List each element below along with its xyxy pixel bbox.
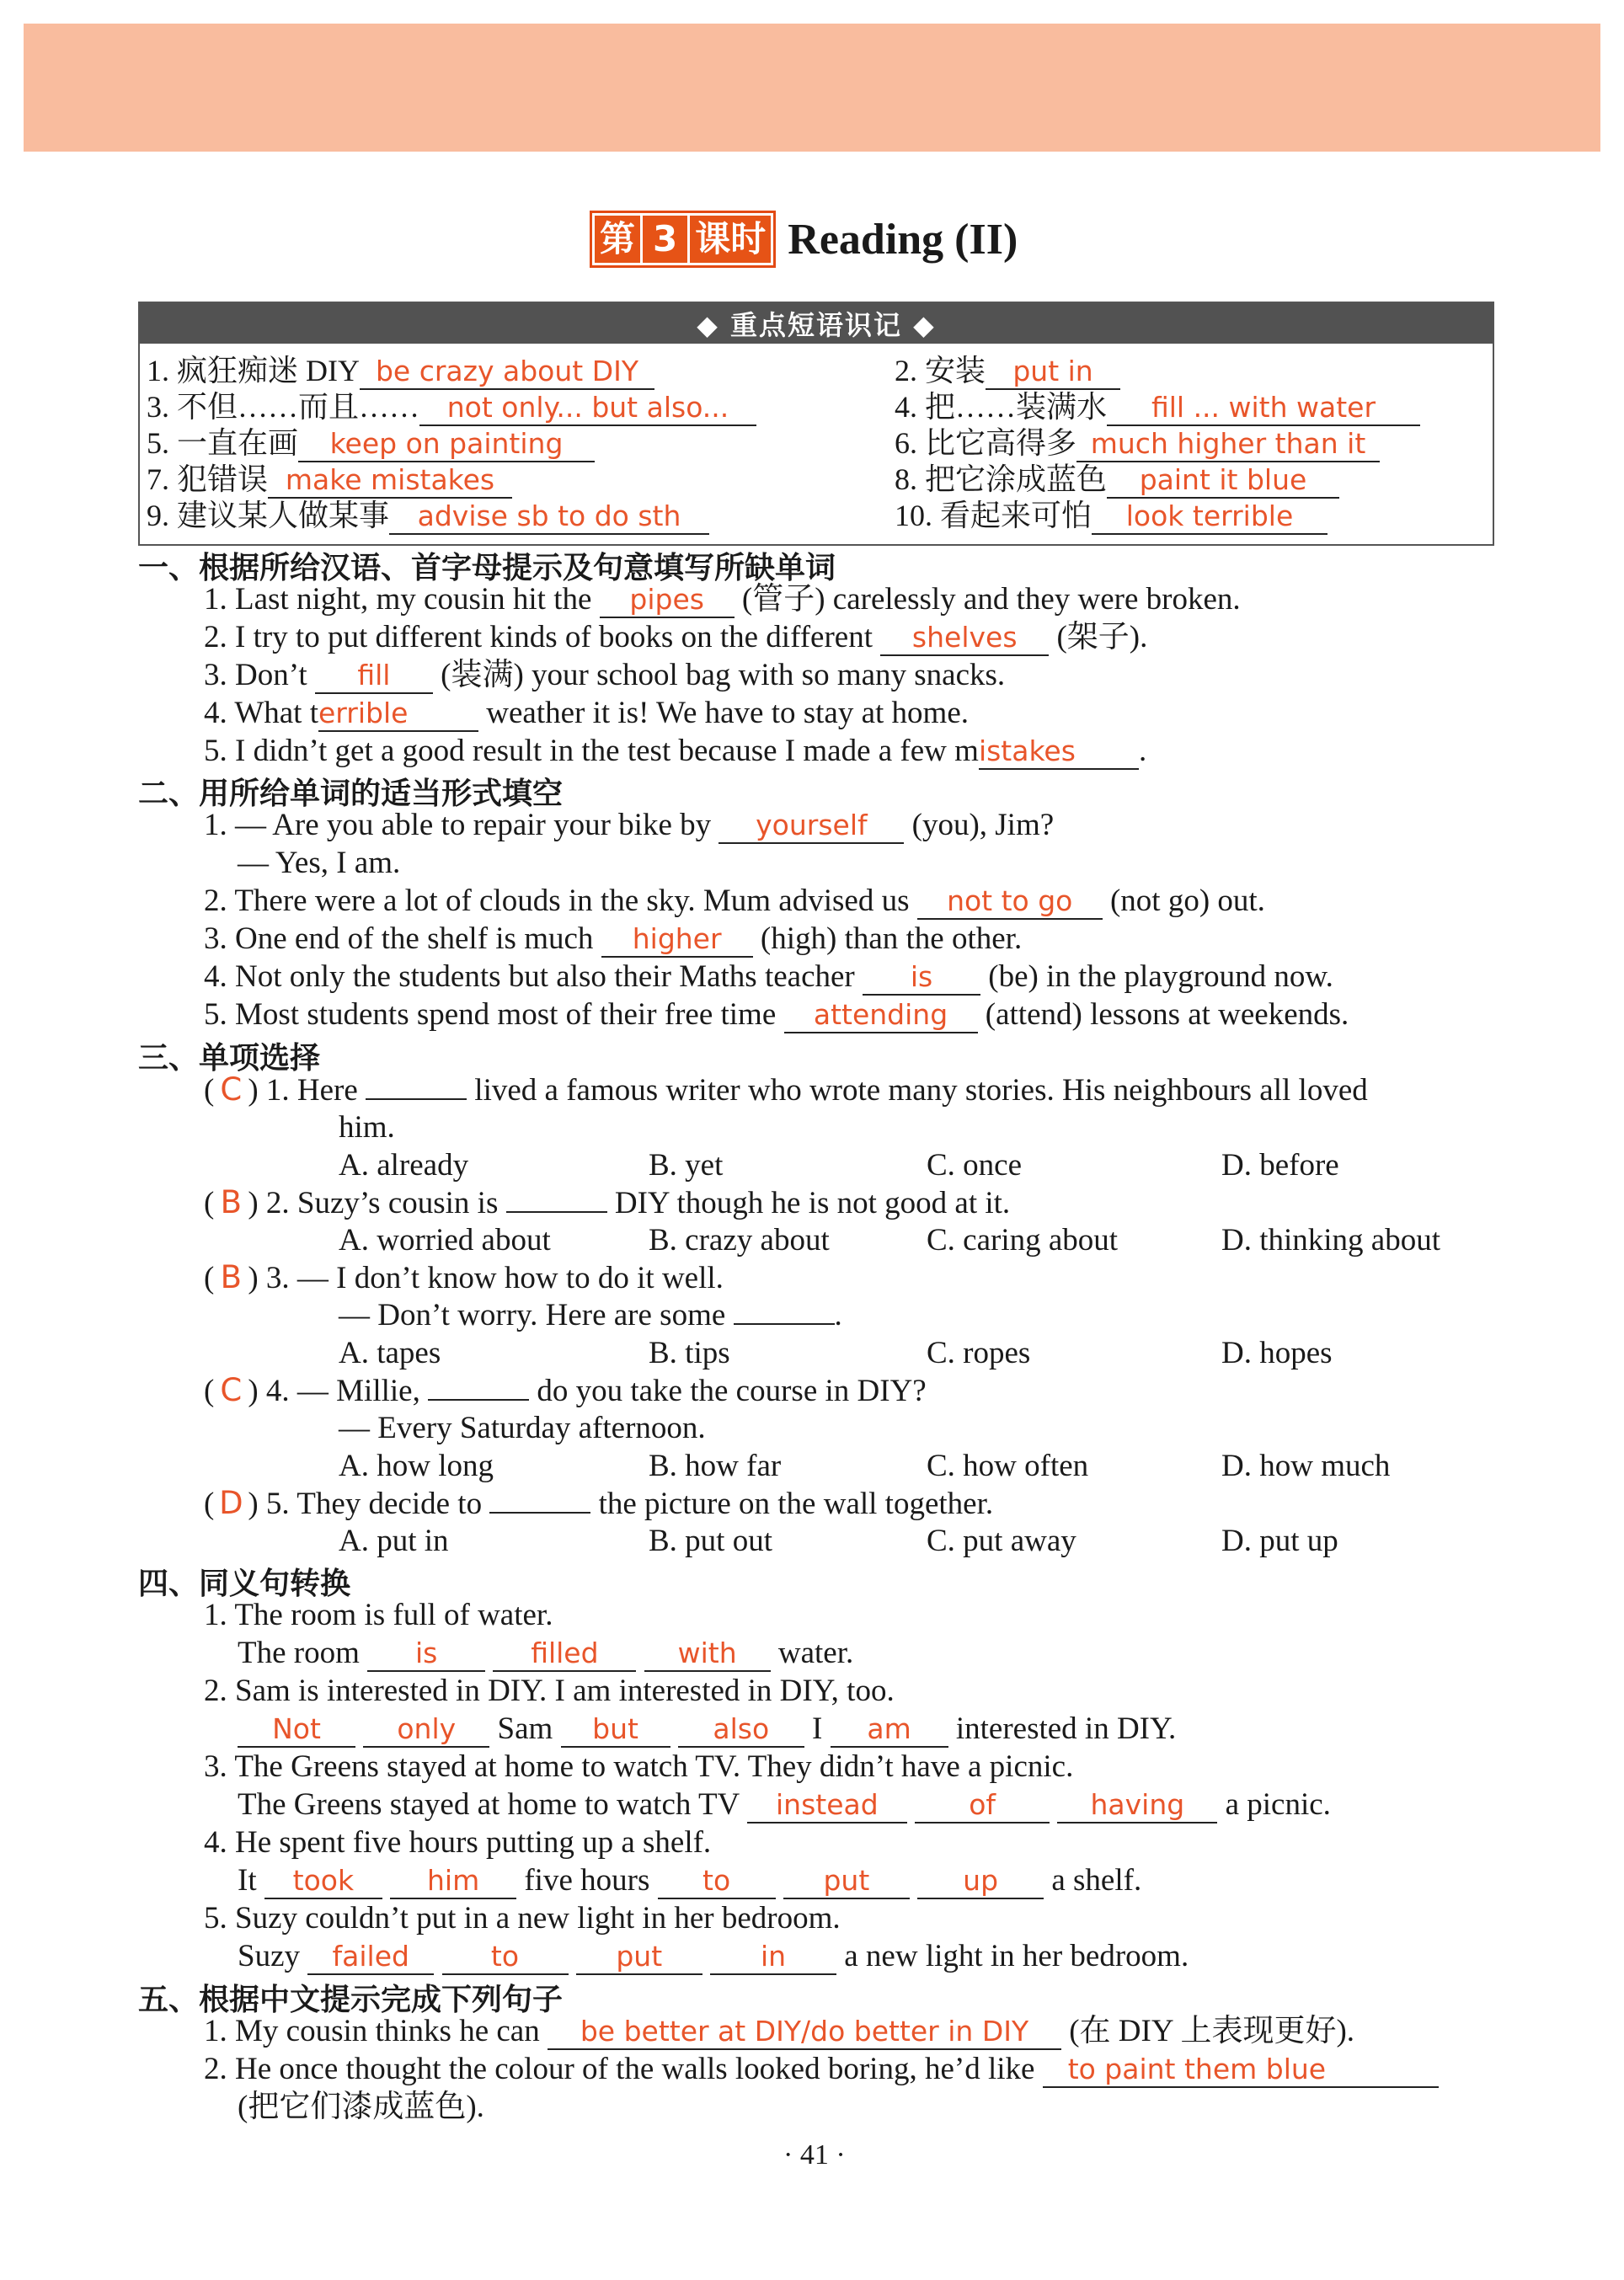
option-b: B. how far: [649, 1449, 782, 1483]
key-phrases-header: ◆ 重点短语识记 ◆: [140, 303, 1493, 344]
s2-question-3: 3. One end of the shelf is much higher (high) than the other.: [204, 921, 1023, 956]
answer: shelves: [880, 621, 1049, 656]
phrase-answer: make mistakes: [268, 463, 512, 499]
answer: having: [1057, 1788, 1217, 1823]
s4-question-1: 1. The room is full of water.: [204, 1598, 553, 1632]
option-c: C. put away: [927, 1524, 1076, 1558]
phrase-answer: not only... but also...: [419, 391, 756, 426]
phrase-answer: keep on painting: [298, 427, 595, 462]
phrase-item: 2. 安装 put in: [895, 347, 1120, 390]
answer: instead: [747, 1788, 907, 1823]
answer: fill: [315, 659, 433, 694]
answer: Not: [238, 1712, 355, 1748]
s4-question-1-rewrite: The room is filled with water.: [238, 1636, 854, 1670]
lesson-title: [590, 211, 1018, 268]
phrase-answer: advise sb to do sth: [389, 499, 709, 535]
page-number: · 41 ·: [783, 2139, 846, 2171]
answer: put: [783, 1864, 910, 1899]
option-a: A. how long: [339, 1449, 494, 1483]
answer: not to go: [917, 884, 1103, 920]
answer: him: [390, 1864, 516, 1899]
answer: but: [561, 1712, 670, 1748]
answer: errible: [318, 697, 478, 732]
header-band: [24, 24, 1600, 152]
s2-question-2: 2. There were a lot of clouds in the sky. Mum advised us not to go (not go) out.: [204, 884, 1265, 918]
option-a: A. tapes: [339, 1336, 441, 1370]
lesson-name: Reading (II): [788, 215, 1018, 264]
option-b: B. yet: [649, 1148, 724, 1183]
s5-question-1: 1. My cousin thinks he can be better at DIY/do better in DIY (在 DIY 上表现更好).: [204, 2014, 1355, 2048]
option-d: D. thinking about: [1221, 1223, 1441, 1257]
phrase-item: 5. 一直在画 keep on painting: [147, 419, 595, 462]
option-a: A. put in: [339, 1524, 449, 1558]
phrase-answer: much higher than it: [1076, 427, 1380, 462]
option-c: C. ropes: [927, 1336, 1031, 1370]
answer: pipes: [600, 583, 735, 618]
s4-question-2-rewrite: Not only Sam but also I am interested in DIY.: [238, 1711, 1176, 1748]
phrase-item: 9. 建议某人做某事 advise sb to do sth: [147, 492, 709, 535]
s1-question-4: 4. What terrible weather it is! We have to stay at home.: [204, 696, 969, 730]
option-b: B. tips: [649, 1336, 730, 1370]
section-5-title: 五、根据中文提示完成下列句子: [138, 1983, 564, 2017]
choice-answer: C: [220, 1071, 243, 1108]
s4-question-3: 3. The Greens stayed at home to watch TV. They didn’t have a picnic.: [204, 1749, 1074, 1784]
key-phrases-box: [138, 302, 1494, 546]
s4-question-3-rewrite: The Greens stayed at home to watch TV instead of having a picnic.: [238, 1787, 1331, 1822]
option-b: B. crazy about: [649, 1223, 830, 1257]
phrase-item: 10. 看起来可怕 look terrible: [895, 492, 1328, 535]
option-c: C. once: [927, 1148, 1023, 1183]
option-d: D. hopes: [1221, 1336, 1333, 1370]
phrase-answer: be crazy about DIY: [360, 355, 654, 390]
s2-question-5: 5. Most students spend most of their free time attending (attend) lessons at weekends.: [204, 997, 1349, 1032]
phrase-item: 3. 不但……而且…… not only... but also...: [147, 383, 756, 426]
option-d: D. before: [1221, 1148, 1339, 1183]
option-b: B. put out: [649, 1524, 772, 1558]
answer: to: [658, 1864, 776, 1899]
s4-question-5: 5. Suzy couldn’t put in a new light in her bedroom.: [204, 1901, 841, 1936]
answer: attending: [784, 998, 978, 1033]
s5-question-2: 2. He once thought the colour of the walls looked boring, he’d like to paint them blue: [204, 2051, 1439, 2088]
s3-question-3-cont: — Don’t worry. Here are some .: [339, 1298, 842, 1332]
answer: is: [367, 1637, 485, 1672]
s3-question-3: ( B ) 3. — I don’t know how to do it well.: [204, 1259, 724, 1295]
s3-question-5: ( D ) 5. They decide to the picture on the wall together.: [204, 1485, 994, 1521]
answer: in: [710, 1940, 836, 1975]
s3-question-4-cont: — Every Saturday afternoon.: [339, 1411, 706, 1445]
s4-question-4: 4. He spent five hours putting up a shelf.: [204, 1825, 712, 1860]
answer: istakes: [979, 734, 1139, 770]
phrase-item: 8. 把它涂成蓝色 paint it blue: [895, 456, 1339, 499]
phrase-item: 7. 犯错误 make mistakes: [147, 456, 512, 499]
answer: is: [863, 960, 980, 996]
answer: failed: [307, 1940, 434, 1975]
answer: to paint them blue: [1043, 2053, 1439, 2088]
section-1-title: 一、根据所给汉语、首字母提示及句意填写所缺单词: [138, 551, 836, 585]
s4-question-4-rewrite: It took him five hours to put up a shelf.: [238, 1863, 1142, 1898]
s3-question-1: ( C ) 1. Here lived a famous writer who wrote many stories. His neighbours all loved: [204, 1071, 1368, 1108]
option-d: D. put up: [1221, 1524, 1338, 1558]
s4-question-5-rewrite: Suzy failed to put in a new light in her bedroom.: [238, 1939, 1189, 1973]
s1-question-3: 3. Don’t fill (装满) your school bag with so many snacks.: [204, 658, 1006, 692]
choice-answer: C: [220, 1372, 243, 1408]
answer: with: [644, 1637, 771, 1672]
s2-question-1: 1. — Are you able to repair your bike by yourself (you), Jim?: [204, 808, 1055, 842]
s2-question-4: 4. Not only the students but also their Maths teacher is (be) in the playground now.: [204, 959, 1333, 994]
seal-number: 3: [643, 216, 687, 263]
phrase-item: 1. 疯狂痴迷 DIY be crazy about DIY: [147, 347, 654, 390]
option-d: D. how much: [1221, 1449, 1391, 1483]
answer: put: [576, 1940, 702, 1975]
answer: only: [363, 1712, 489, 1748]
option-c: C. how often: [927, 1449, 1089, 1483]
phrase-answer: fill ... with water: [1107, 391, 1420, 426]
phrase-item: 4. 把……装满水 fill ... with water: [895, 383, 1420, 426]
s4-question-2: 2. Sam is interested in DIY. I am interested in DIY, too.: [204, 1674, 895, 1708]
s3-question-2: ( B ) 2. Suzy’s cousin is DIY though he is not good at it.: [204, 1184, 1011, 1220]
blank: [734, 1298, 835, 1325]
section-3-title: 三、单项选择: [138, 1041, 321, 1076]
s3-question-1-cont: him.: [339, 1110, 395, 1145]
seal-char-1: 第: [595, 216, 640, 263]
lesson-seal: [590, 211, 776, 268]
choice-answer: B: [220, 1184, 243, 1220]
blank: [428, 1374, 529, 1401]
answer: yourself: [719, 809, 904, 844]
answer: filled: [493, 1637, 636, 1672]
s1-question-5: 5. I didn’t get a good result in the test because I made a few mistakes .: [204, 734, 1147, 768]
answer: am: [831, 1712, 948, 1748]
phrase-item: 6. 比它高得多 much higher than it: [895, 419, 1380, 462]
section-4-title: 四、同义句转换: [138, 1567, 351, 1601]
answer: be better at DIY/do better in DIY: [548, 2015, 1061, 2050]
section-2-title: 二、用所给单词的适当形式填空: [138, 777, 564, 811]
answer: of: [915, 1788, 1050, 1823]
answer: higher: [601, 922, 753, 958]
option-c: C. caring about: [927, 1223, 1119, 1257]
answer: took: [264, 1864, 382, 1899]
blank: [366, 1073, 467, 1100]
answer: up: [917, 1864, 1044, 1899]
phrase-answer: paint it blue: [1107, 463, 1339, 499]
seal-char-2: 课时: [690, 216, 771, 263]
s2-question-1-reply: — Yes, I am.: [238, 846, 401, 880]
s5-question-2-cont: (把它们漆成蓝色).: [238, 2090, 484, 2124]
option-a: A. worried about: [339, 1223, 551, 1257]
s1-question-2: 2. I try to put different kinds of books on the different shelves (架子).: [204, 620, 1148, 654]
blank: [489, 1487, 590, 1514]
s3-question-4: ( C ) 4. — Millie, do you take the course in DIY?: [204, 1372, 927, 1408]
option-a: A. already: [339, 1148, 469, 1183]
answer: to: [442, 1940, 569, 1975]
answer: also: [678, 1712, 804, 1748]
choice-answer: B: [220, 1259, 243, 1295]
phrase-answer: put in: [986, 355, 1120, 390]
phrase-answer: look terrible: [1092, 499, 1328, 535]
choice-answer: D: [219, 1485, 243, 1521]
blank: [506, 1186, 607, 1213]
s1-question-1: 1. Last night, my cousin hit the pipes (管子) carelessly and they were broken.: [204, 582, 1241, 617]
